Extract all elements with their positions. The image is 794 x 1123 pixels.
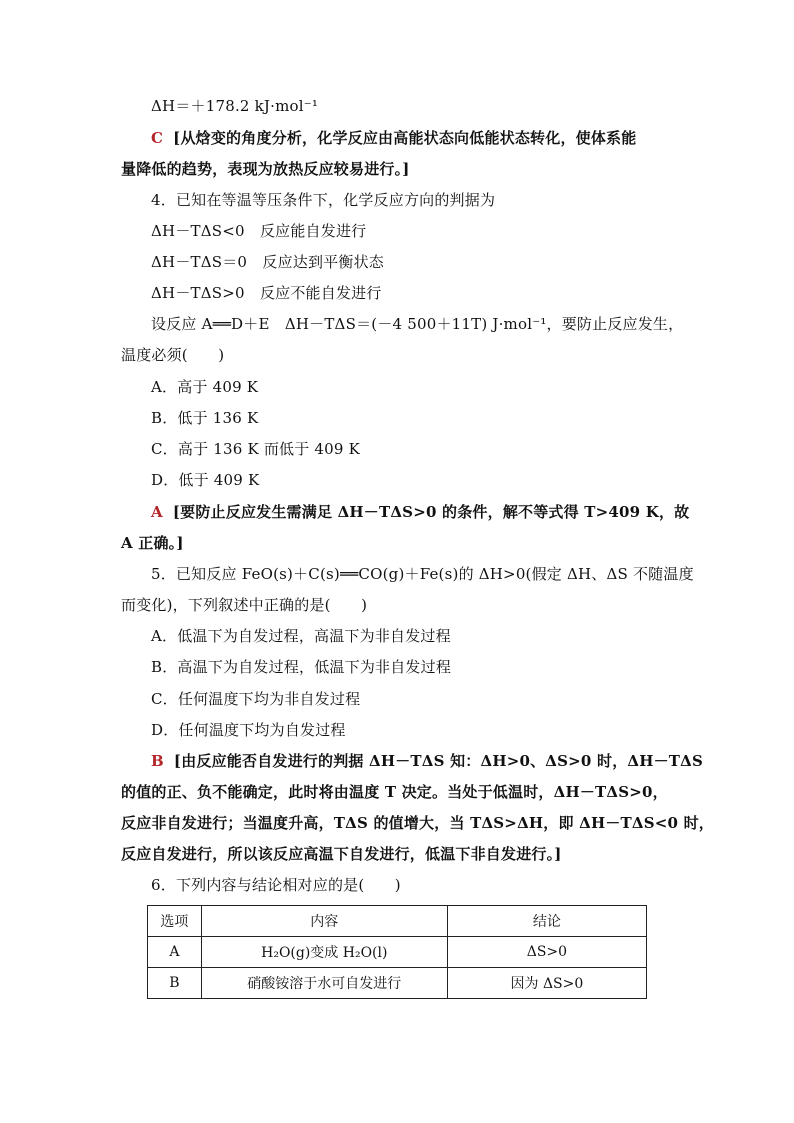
option-c: C．高于 136 K 而低于 409 K: [151, 440, 360, 458]
question-stem: 4．已知在等温等压条件下，化学反应方向的判据为: [151, 191, 496, 209]
answer-letter: C: [151, 129, 164, 147]
option-a: A．低温下为自发过程，高温下为非自发过程: [151, 627, 451, 645]
question-stem: 6．下列内容与结论相对应的是( ): [151, 876, 401, 894]
explanation-text: 量降低的趋势，表现为放热反应较易进行。]: [121, 160, 410, 178]
table-cell: 硝酸铵溶于水可自发进行: [201, 968, 447, 999]
option-d: D．任何温度下均为自发过程: [151, 721, 346, 739]
answer-explanation-line: [151, 128, 636, 148]
answer-letter: B: [151, 752, 164, 770]
answer-explanation-line: [151, 751, 703, 771]
explanation-text: A 正确。]: [121, 534, 184, 552]
question-stem: 而变化)，下列叙述中正确的是( ): [121, 596, 368, 614]
table-row: [148, 968, 647, 999]
option-a: A．高于 409 K: [151, 378, 259, 396]
question-setup: 设反应 A══D＋E ΔH－TΔS＝(－4 500＋11T) J·mol⁻¹，要防止反应发生，: [151, 315, 684, 333]
answer-explanation-line: [151, 502, 689, 522]
explanation-text: 反应非自发进行；当温度升高，TΔS 的值增大，当 TΔS>ΔH，即 ΔH－TΔS<0 时，: [121, 814, 714, 832]
explanation-text: 反应自发进行，所以该反应高温下自发进行，低温下非自发进行。]: [121, 845, 562, 863]
option-b: B．低于 136 K: [151, 409, 259, 427]
option-d: D．低于 409 K: [151, 471, 260, 489]
table-row: [148, 937, 647, 968]
explanation-text: [要防止反应发生需满足 ΔH－TΔS>0 的条件，解不等式得 T>409 K，故: [172, 503, 690, 521]
table-cell: 因为 ΔS>0: [447, 968, 646, 999]
table-cell: A: [148, 937, 202, 968]
enthalpy-value-line: ΔH＝＋178.2 kJ·mol⁻¹: [151, 97, 319, 115]
table-cell: H₂O(g)变成 H₂O(l): [201, 937, 447, 968]
table-header-cell: 内容: [201, 906, 447, 937]
explanation-text: 的值的正、负不能确定，此时将由温度 T 决定。当处于低温时，ΔH－TΔS>0，: [121, 783, 668, 801]
table-header-cell: 结论: [447, 906, 646, 937]
options-table: [147, 905, 647, 999]
option-b: B．高温下为自发过程，低温下为非自发过程: [151, 658, 452, 676]
question-stem: 5．已知反应 FeO(s)＋C(s)══CO(g)＋Fe(s)的 ΔH>0(假定 ΔH、ΔS 不随温度: [151, 565, 694, 583]
answer-letter: A: [151, 503, 163, 521]
criterion-line: ΔH－TΔS＝0 反应达到平衡状态: [151, 253, 384, 271]
option-c: C．任何温度下均为非自发过程: [151, 690, 361, 708]
table-header-cell: 选项: [148, 906, 202, 937]
explanation-text: [由反应能否自发进行的判据 ΔH－TΔS 知：ΔH>0、ΔS>0 时，ΔH－TΔS: [173, 752, 704, 770]
explanation-text: [从焓变的角度分析，化学反应由高能状态向低能状态转化，使体系能: [173, 129, 637, 147]
table-cell: B: [148, 968, 202, 999]
criterion-line: ΔH－TΔS>0 反应不能自发进行: [151, 284, 382, 302]
criterion-line: ΔH－TΔS<0 反应能自发进行: [151, 222, 367, 240]
table-header-row: [148, 906, 647, 937]
table-cell: ΔS>0: [447, 937, 646, 968]
question-setup: 温度必须( ): [121, 346, 225, 364]
